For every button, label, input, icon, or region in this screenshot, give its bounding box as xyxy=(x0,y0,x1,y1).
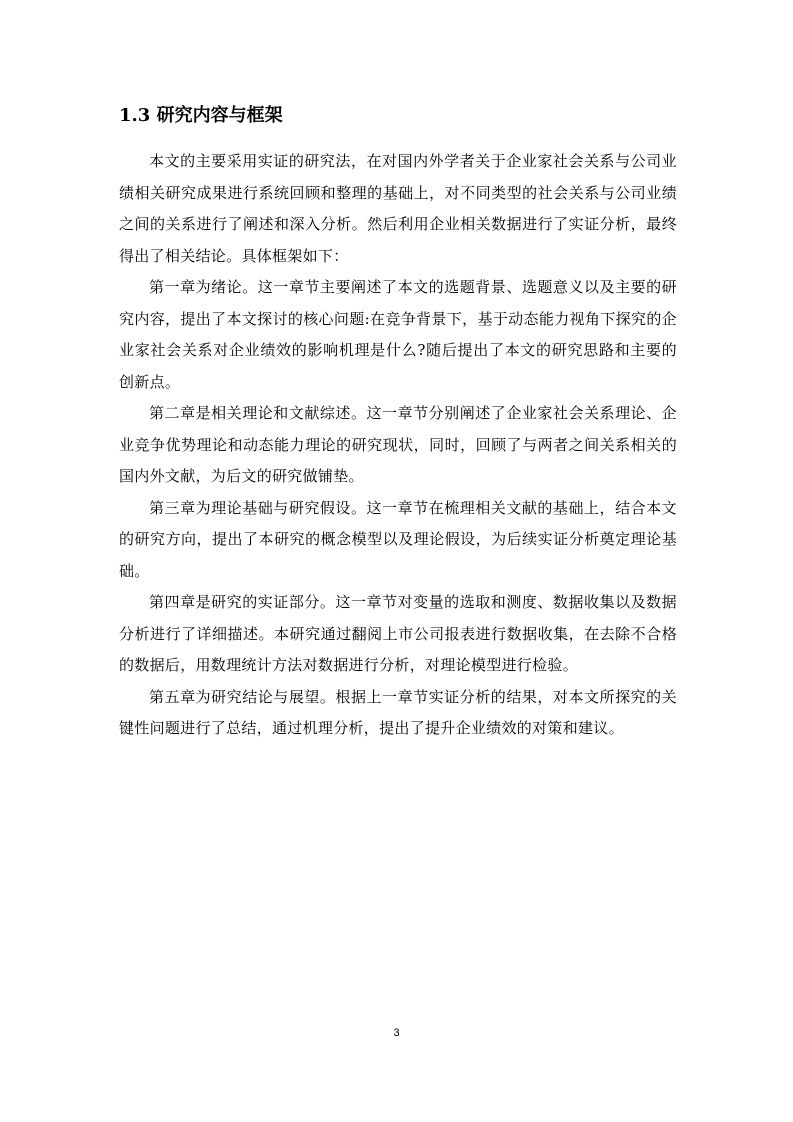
paragraph-chapter-1: 第一章为绪论。这一章节主要阐述了本文的选题背景、选题意义以及主要的研究内容，提出了本文探讨的核心问题:在竞争背景下，基于动态能力视角下探究的企业家社会关系对企业绩效的影响机理是什么?随后提出了本文的研究思路和主要的创新点。 xyxy=(119,278,677,391)
paragraph-intro: 本文的主要采用实证的研究法，在对国内外学者关于企业家社会关系与公司业绩相关研究成果进行系统回顾和整理的基础上，对不同类型的社会关系与公司业绩之间的关系进行了阐述和深入分析。然后利用企业相关数据进行了实证分析，最终得出了相关结论。具体框架如下： xyxy=(119,152,677,265)
paragraph-chapter-2: 第二章是相关理论和文献综述。这一章节分别阐述了企业家社会关系理论、企业竞争优势理论和动态能力理论的研究现状，同时，回顾了与两者之间关系相关的国内外文献，为后文的研究做铺垫。 xyxy=(119,404,677,485)
paragraph-chapter-4: 第四章是研究的实证部分。这一章节对变量的选取和测度、数据收集以及数据分析进行了详细描述。本研究通过翻阅上市公司报表进行数据收集，在去除不合格的数据后，用数理统计方法对数据进行分析，对理论模型进行检验。 xyxy=(119,593,677,674)
paragraph-chapter-5: 第五章为研究结论与展望。根据上一章节实证分析的结果，对本文所探究的关键性问题进行了总结，通过机理分析，提出了提升企业绩效的对策和建议。 xyxy=(119,687,677,737)
page-number: 3 xyxy=(393,1027,400,1039)
body-text xyxy=(119,146,677,745)
section-title: 1.3 研究内容与框架 xyxy=(119,105,283,126)
paragraph-chapter-3: 第三章为理论基础与研究假设。这一章节在梳理相关文献的基础上，结合本文的研究方向，提出了本研究的概念模型以及理论假设，为后续实证分析奠定理论基础。 xyxy=(119,498,677,580)
